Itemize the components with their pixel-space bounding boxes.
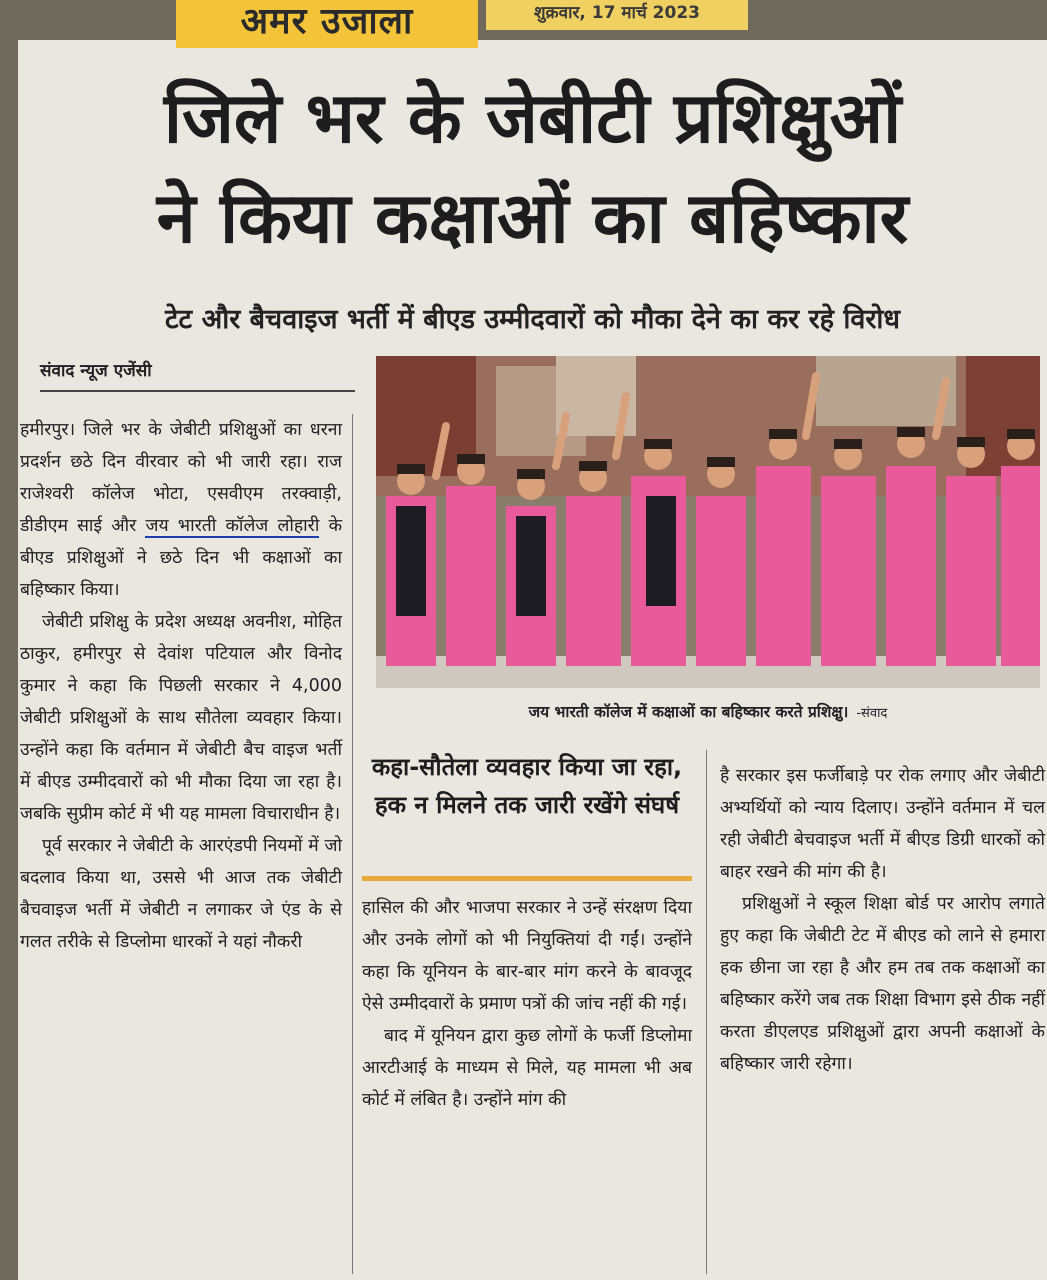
right-paragraph-1: है सरकार इस फर्जीबाड़े पर रोक लगाए और जेबीटी अभ्यर्थियों को न्याय दिलाए। उन्होंने वर्तमान में चल रही जेबीटी बेचवाइज भर्ती में बीएड डिग्री धारकों को बाहर रखने की मांग की है। [720, 766, 1045, 882]
photo-caption-text: जय भारती कॉलेज में कक्षाओं का बहिष्कार करते प्रशिक्षु। [528, 703, 849, 721]
subheading-accent-bar [362, 876, 692, 881]
column-divider-left [352, 414, 353, 1274]
column-divider-right [706, 750, 707, 1274]
byline-rule [40, 390, 355, 392]
news-agency-byline: संवाद न्यूज एजेंसी [40, 361, 152, 381]
left-p1-text: हमीरपुर। जिले भर के जेबीटी प्रशिक्षुओं का धरना प्रदर्शन छठे दिन वीरवार को भी जारी रहा। राज राजेश्वरी कॉलेज भोटा, एसवीएम तरक्वाड़ी, डीडीएम साई और [20, 420, 342, 536]
article-subheadline: टेट और बैचवाइज भर्ती में बीएड उम्मीदवारों को मौका देने का कर रहे विरोध [164, 304, 901, 335]
photo-caption [376, 700, 1040, 722]
headline-line-2: ने किया कक्षाओं का बहिष्कार [156, 177, 909, 259]
headline-line-1: जिले भर के जेबीटी प्रशिक्षुओं [163, 77, 902, 159]
photo-credit: -संवाद [856, 706, 888, 721]
photo-illustration [376, 356, 1040, 688]
right-paragraph-2: प्रशिक्षुओं ने स्कूल शिक्षा बोर्ड पर आरोप लगाते हुए कहा कि जेबीटी टेट में बीएड को लाने से हमारा हक छीना जा रहा है और हम तब तक कक्षाओं का बहिष्कार करेंगे जब तक शिक्षा विभाग इसे ठीक नहीं करता डीएलएड प्रशिक्षुओं द्वारा अपनी कक्षाओं के बहिष्कार जारी रहेगा। [720, 894, 1045, 1074]
middle-column [362, 892, 692, 1116]
boxed-subheading: कहा-सौतेला व्यवहार किया जा रहा, हक न मिलने तक जारी रखेंगे संघर्ष [371, 753, 683, 819]
publication-date: शुक्रवार, 17 मार्च 2023 [486, 0, 748, 30]
newspaper-masthead: अमर उजाला [176, 0, 478, 48]
left-paragraph-1 [20, 414, 342, 606]
left-p1-text-end: के बीएड प्रशिक्षुओं ने छठे दिन भी कक्षाओं का बहिष्कार किया। [20, 516, 343, 600]
left-paragraph-2: जेबीटी प्रशिक्षु के प्रदेश अध्यक्ष अवनीश, मोहित ठाकुर, हमीरपुर से देवांश पटियाल और विनोद कुमार ने कहा कि पिछली सरकार ने 4,000 जेबीटी प्रशिक्षुओं के साथ सौतेला व्यवहार किया। उन्होंने कहा कि वर्तमान में जेबीटी बैच वाइज भर्ती में बीएड उम्मीदवारों को भी मौका दिया जा रहा है। जबकि सुप्रीम कोर्ट में भी यह मामला विचाराधीन है। [20, 612, 342, 824]
middle-paragraph-1: हासिल की और भाजपा सरकार ने उन्हें संरक्षण दिया और उनके लोगों को भी नियुक्तियां दी गईं। उन्होंने कहा कि यूनियन के बार-बार मांग करने के बावजूद ऐसे उम्मीदवारों के प्रमाण पत्रों की जांच नहीं की गई। [362, 898, 692, 1014]
article-headline [40, 68, 1025, 268]
left-paragraph-3: पूर्व सरकार ने जेबीटी के आरएंडपी नियमों में जो बदलाव किया था, उससे भी आज तक जेबीटी बैचवाइज भर्ती में जेबीटी न लगाकर जे एंड के से गलत तरीके से डिप्लोमा धारकों ने यहां नौकरी [20, 836, 342, 952]
right-column [720, 760, 1045, 1080]
underlined-college-name: जय भारती कॉलेज लोहारी [145, 516, 320, 536]
left-column [20, 414, 342, 958]
middle-paragraph-2: बाद में यूनियन द्वारा कुछ लोगों के फर्जी डिप्लोमा आरटीआई के माध्यम से मिले, यह मामला भी अब कोर्ट में लंबित है। उन्होंने मांग की [362, 1026, 692, 1110]
news-photo-students-protest [376, 356, 1040, 688]
